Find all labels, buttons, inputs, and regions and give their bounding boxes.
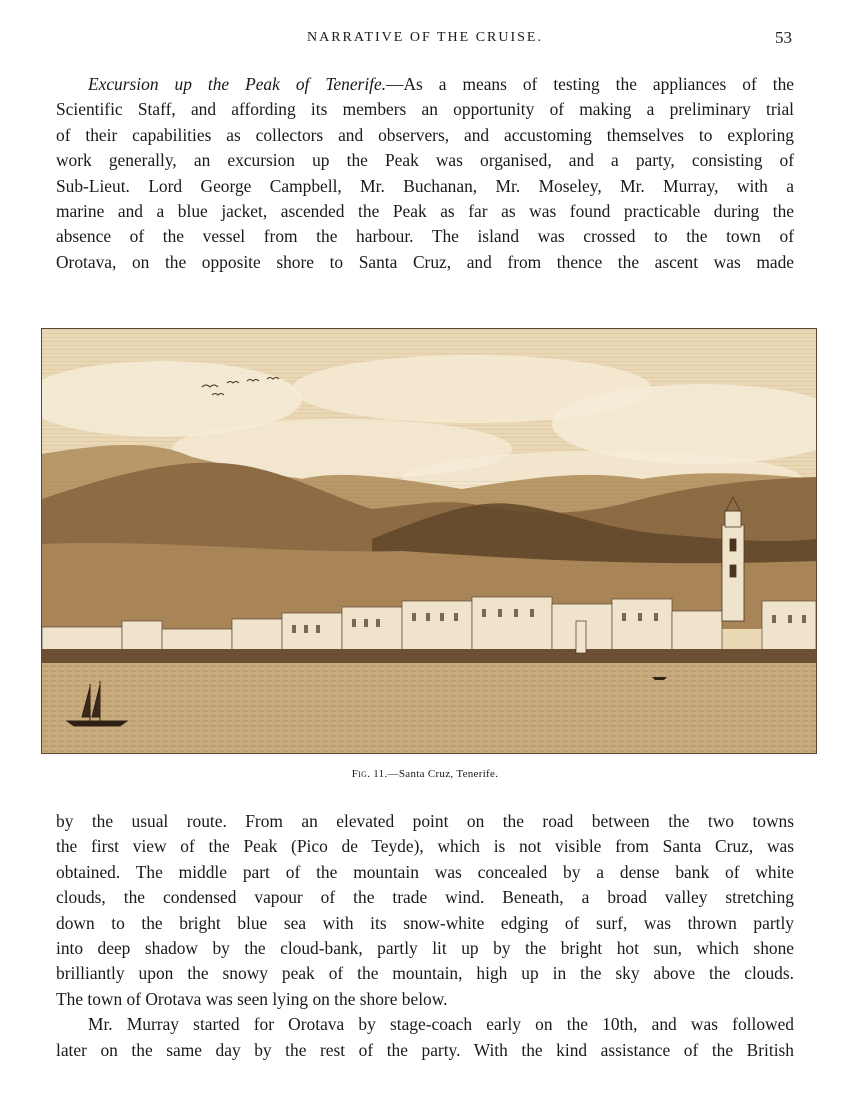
engraving-santa-cruz <box>41 328 817 754</box>
paragraph-line: absence of the vessel from the harbour. The island was crossed to the town of <box>56 226 794 247</box>
paragraph-line: by the usual route. From an elevated point on the road between the two towns <box>56 811 794 831</box>
paragraph-line: obtained. The middle part of the mountain was concealed by a dense bank of white <box>56 861 794 882</box>
paragraph-line: Scientific Staff, and affording its members an opportunity of making a preliminary trial <box>56 99 794 120</box>
figure-caption <box>0 768 850 780</box>
figure-number: Fig. 11. <box>351 768 388 780</box>
figure-caption-text: —Santa Cruz, Tenerife. <box>387 768 499 780</box>
lighthouse <box>576 621 586 653</box>
page-number: 53 <box>775 28 792 47</box>
paragraph-line: Excursion up the Peak of Tenerife.—As a means of testing the appliances of the <box>88 74 794 94</box>
paragraph-line: The town of Orotava was seen lying on the shore below. <box>56 988 448 1009</box>
paragraph-line: clouds, the condensed vapour of the trade wind. Beneath, a broad valley stretching <box>56 887 794 908</box>
paragraph-line: Orotava, on the opposite shore to Santa Cruz, and from thence the ascent was made <box>56 251 794 272</box>
paragraph-line: brilliantly upon the snowy peak of the mountain, high up in the sky above the clouds. <box>56 963 794 984</box>
paragraph-line: down to the bright blue sea with its snow-white edging of surf, was thrown partly <box>56 912 794 933</box>
paragraph-heading: Excursion up the Peak of Tenerife. <box>88 74 387 94</box>
paragraph-line: Sub-Lieut. Lord George Campbell, Mr. Buchanan, Mr. Moseley, Mr. Murray, with a <box>56 175 794 196</box>
paragraph-line: Mr. Murray started for Orotava by stage-coach early on the 10th, and was followed <box>88 1014 794 1035</box>
church-tower <box>722 497 744 621</box>
paragraph-line: work generally, an excursion up the Peak was organised, and a party, consisting of <box>56 150 794 171</box>
paragraph-line: of their capabilities as collectors and observers, and accustoming themselves to exploring <box>56 124 794 145</box>
running-title: NARRATIVE OF THE CRUISE. <box>307 30 543 45</box>
seawall <box>42 649 816 663</box>
paragraph-line: marine and a blue jacket, ascended the Peak as far as was found practicable during the <box>56 201 794 222</box>
paragraph-line: later on the same day by the rest of the party. With the kind assistance of the British <box>56 1039 794 1060</box>
paragraph-line: into deep shadow by the cloud-bank, partly lit up by the bright hot sun, which shone <box>56 938 794 959</box>
paragraph-line: the first view of the Peak (Pico de Teyde), which is not visible from Santa Cruz, was <box>56 836 794 857</box>
paragraph-route <box>56 809 794 1063</box>
paragraph-excursion <box>56 72 794 275</box>
running-head <box>0 30 850 52</box>
